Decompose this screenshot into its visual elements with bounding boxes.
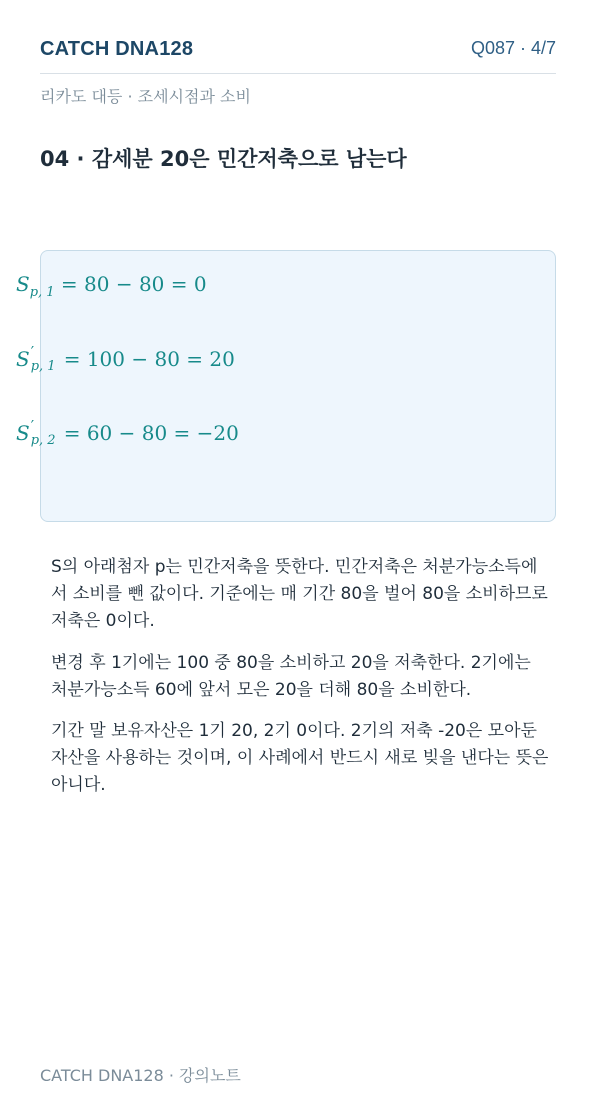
formula-prime: ′: [30, 343, 35, 361]
formula-subscript: p, 1: [29, 285, 55, 300]
paragraph-assets: 기간 말 보유자산은 1기 20, 2기 0이다. 2기의 저축 -20은 모아둔 자산을 사용하는 것이며, 이 사례에서 반드시 새로 빚을 낸다는 뜻은 아니다.: [51, 721, 549, 795]
formula-prime: ′: [30, 417, 35, 435]
formula-savings-period-2: [16, 417, 239, 448]
section-title: 04 · 감세분 20은 민간저축으로 남는다: [40, 147, 407, 171]
formula-variable: S: [16, 272, 30, 296]
brand-title: CATCH DNA128: [40, 38, 194, 60]
formula-rhs: = 100 − 80 = 20: [63, 347, 235, 371]
header: [40, 34, 556, 74]
formula-subscript: p, 2: [30, 433, 56, 448]
paragraph-definition: S의 아래첨자 p는 민간저축을 뜻한다. 민간저축은 처분가능소득에서 소비를 뺀 값이다. 기준에는 매 기간 80을 벌어 80을 소비하므로 저축은 0이다.: [51, 557, 548, 631]
formula-subscript: p, 1: [30, 359, 56, 374]
formula-variable: S: [16, 347, 30, 371]
formula-rhs: = 60 − 80 = −20: [63, 421, 239, 445]
formula-rhs: = 80 − 80 = 0: [60, 272, 207, 296]
formula-savings-base: [16, 272, 207, 300]
footer: CATCH DNA128 · 강의노트: [40, 1066, 241, 1085]
breadcrumb: 리카도 대등 · 조세시점과 소비: [40, 87, 251, 106]
formula-variable: S: [16, 421, 30, 445]
question-progress: Q087 · 4/7: [470, 38, 556, 58]
formula-savings-period-1: [16, 343, 235, 374]
paragraph-change: 변경 후 1기에는 100 중 80을 소비하고 20을 저축한다. 2기에는 처분가능소득 60에 앞서 모은 20을 더해 80을 소비한다.: [51, 653, 531, 700]
